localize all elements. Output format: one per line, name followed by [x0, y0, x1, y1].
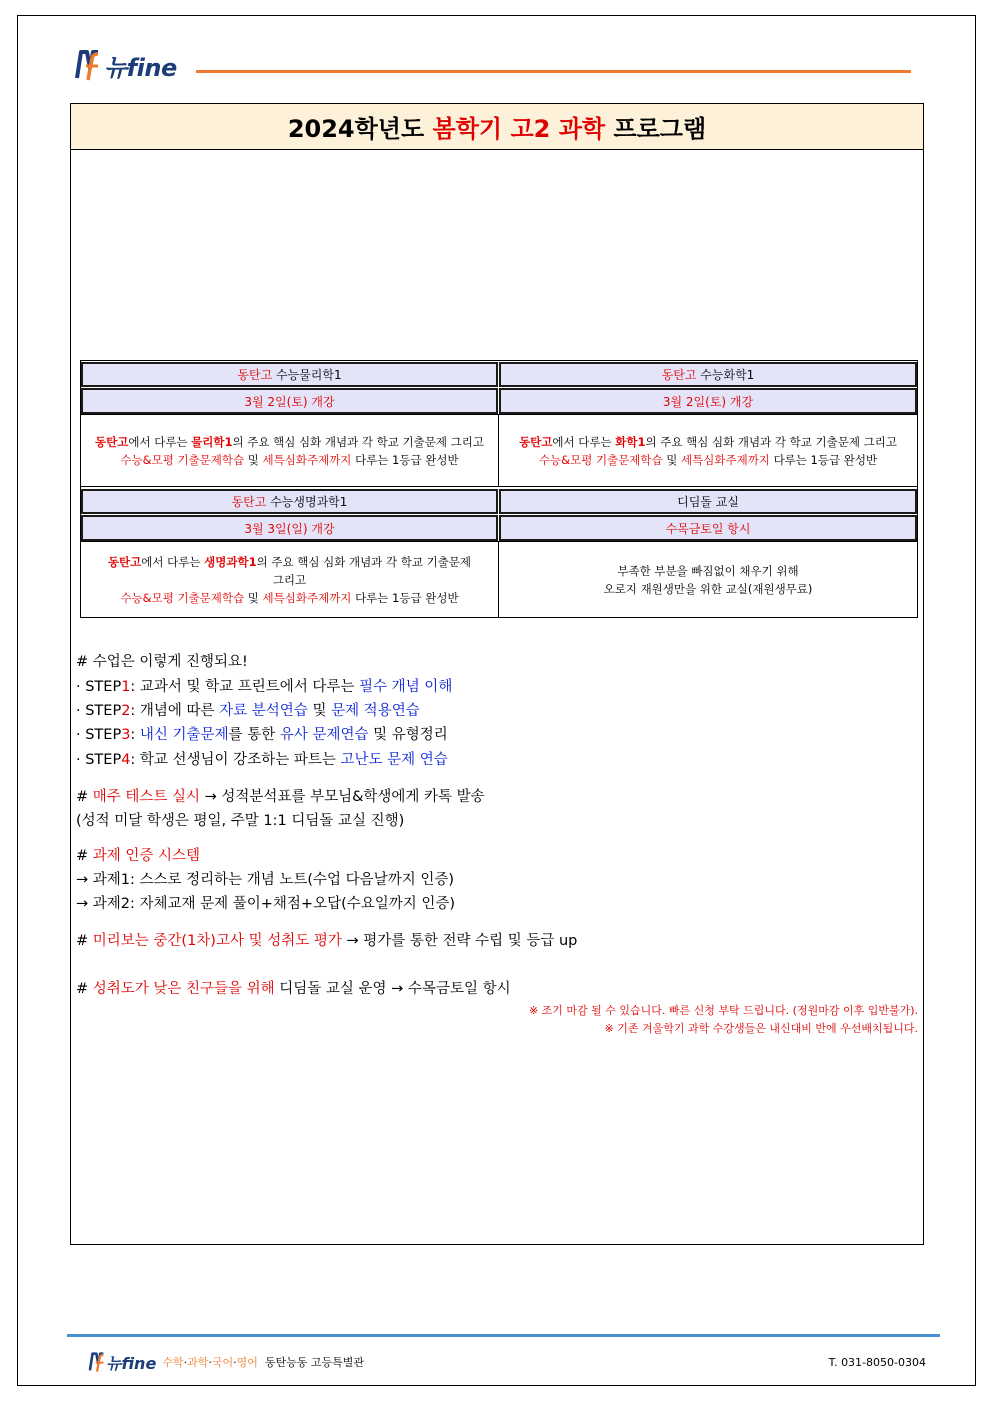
footer-divider: [67, 1334, 940, 1337]
footer-subject: 영어: [236, 1356, 258, 1369]
title-suffix: 프로그램: [613, 115, 707, 143]
class-physics-desc: 동탄고에서 다루는 물리학1의 주요 핵심 심화 개념과 각 학교 기출문제 그리고 수능&모평 기출문제학습 및 세특심화주제까지 다루는 1등급 완성반: [80, 414, 499, 487]
nf-logo-icon: [88, 1350, 106, 1374]
class-didimdol-header: [499, 489, 917, 514]
class-biology-schedule: 3월 3일(일) 개강: [81, 515, 498, 541]
page-title: [71, 104, 923, 150]
class-didimdol-schedule: 수목금토일 항시: [499, 515, 917, 541]
footer-logo: [88, 1350, 156, 1374]
title-year: 2024학년도: [287, 115, 425, 143]
class-chemistry-header: [499, 362, 917, 387]
footer-branch: 동탄능동 고등특별관: [264, 1356, 364, 1369]
process-step-1: · STEP1: 교과서 및 학교 프린트에서 다루는 필수 개념 이해: [76, 679, 453, 695]
homework-heading: # 과제 인증 시스템: [76, 848, 201, 864]
footer-phone: T. 031-8050-0304: [828, 1356, 926, 1369]
class-physics-header: [81, 362, 498, 387]
brand-logo-text: 뉴fine: [104, 53, 177, 82]
process-heading: # 수업은 이렇게 진행되요!: [76, 654, 248, 670]
homework-item-2: → 과제2: 자체교재 문제 풀이+채점+오답(수요일까지 인증): [76, 896, 456, 912]
weekly-test-note: (성적 미달 학생은 평일, 주말 1:1 디딤돌 교실 진행): [76, 813, 405, 829]
class-didimdol-desc: 부족한 부분을 빠짐없이 채우기 위해 오로지 재원생만을 위한 교실(재원생무료): [498, 541, 918, 618]
footer-logo-text: 뉴fine: [106, 1353, 157, 1373]
footer-subject: 국어: [211, 1356, 234, 1369]
footer: 뉴fine 수학 · 과학 · 국어 · 영어 동탄능동 고등특별관: [88, 1349, 364, 1375]
footer-subject: 과학: [187, 1356, 209, 1369]
class-chemistry-desc: 동탄고에서 다루는 화학1의 주요 핵심 심화 개념과 각 학교 기출문제 그리고 수능&모평 기출문제학습 및 세특심화주제까지 다루는 1등급 완성반: [498, 414, 918, 487]
process-step-3: · STEP3: 내신 기출문제를 통한 유사 문제연습 및 유형정리: [76, 727, 448, 743]
process-step-2: · STEP2: 개념에 따른 자료 분석연습 및 문제 적용연습: [76, 703, 420, 719]
process-step-4: · STEP4: 학교 선생님이 강조하는 파트는 고난도 문제 연습: [76, 752, 448, 768]
class-school: 동탄고: [231, 495, 267, 509]
class-chemistry-schedule: 3월 2일(토) 개강: [499, 388, 917, 414]
support-line: # 성취도가 낮은 친구들을 위해 디딤돌 교실 운영 → 수목금토일 항시: [76, 981, 511, 997]
class-biology-header: [81, 489, 498, 514]
title-term: 봄학기 고2 과학: [432, 115, 606, 143]
class-subject: 수능물리학1: [276, 368, 342, 382]
class-subject: 수능화학1: [700, 368, 755, 382]
brand-logo: [74, 48, 177, 82]
class-biology-desc: 동탄고에서 다루는 생명과학1의 주요 핵심 심화 개념과 각 학교 기출문제 그리고 수능&모평 기출문제학습 및 세특심화주제까지 다루는 1등급 완성반: [80, 541, 499, 618]
class-subject: 디딤돌 교실: [677, 495, 739, 509]
midterm-line: # 미리보는 중간(1차)고사 및 성취도 평가 → 평가를 통한 전략 수립 및 등급 up: [76, 933, 578, 949]
note-early-close: ※ 조기 마감 될 수 있습니다. 빠른 신청 부탁 드립니다. (정원마감 이후 입반불가).: [528, 1004, 918, 1017]
weekly-test-line: # 매주 테스트 실시 → 성적분석표를 부모님&학생에게 카톡 발송: [76, 789, 485, 805]
class-school: 동탄고: [661, 368, 697, 382]
note-priority: ※ 기존 겨울학기 과학 수강생들은 내신대비 반에 우선배치됩니다.: [604, 1022, 918, 1035]
homework-item-1: → 과제1: 스스로 정리하는 개념 노트(수업 다음날까지 인증): [76, 872, 454, 888]
class-physics-schedule: 3월 2일(토) 개강: [81, 388, 498, 414]
class-school: 동탄고: [237, 368, 273, 382]
program-box: [70, 103, 924, 1245]
nf-logo-icon: [74, 48, 102, 82]
class-subject: 수능생명과학1: [270, 495, 348, 509]
header-divider: [196, 70, 911, 73]
footer-subject: 수학: [162, 1356, 184, 1369]
